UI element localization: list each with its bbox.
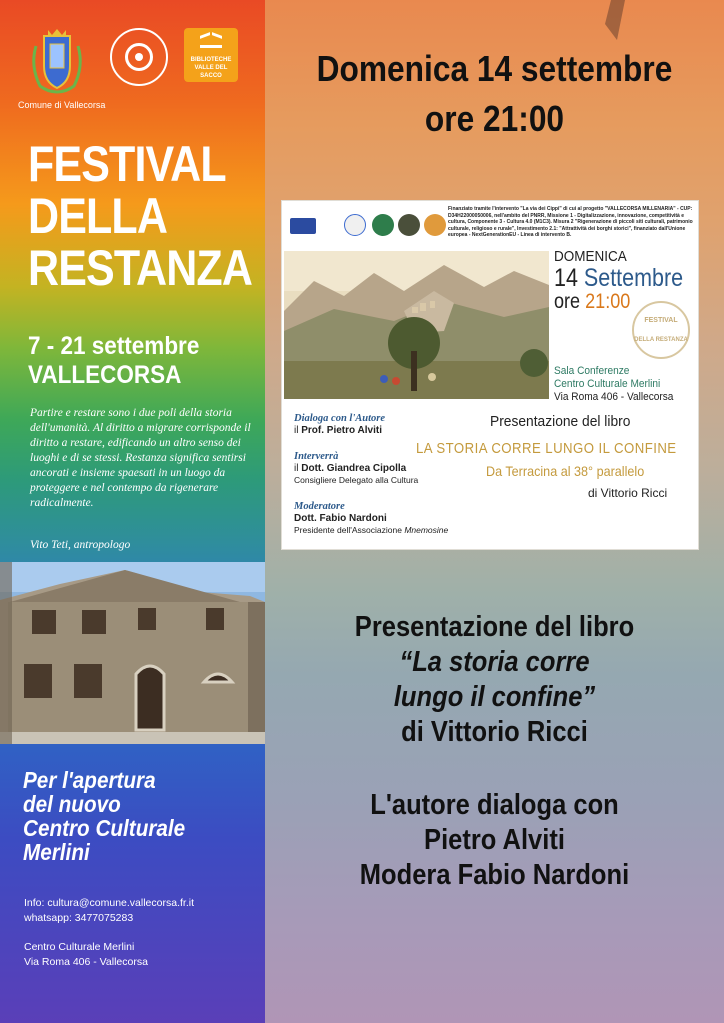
presentation-details <box>265 610 724 893</box>
card-book-subtitle: Da Terracina al 38° parallelo <box>486 463 645 479</box>
card-day-number: 14 <box>554 264 578 292</box>
event-date-heading: Domenica 14 settembre <box>316 48 673 89</box>
card-day-label: DOMENICA <box>554 248 627 265</box>
dialogue-person: Prof. Pietro Alviti <box>301 425 382 436</box>
card-month: Settembre <box>583 264 684 292</box>
speaks-prefix: il <box>294 463 299 474</box>
card-venue-line1: Sala Conferenze <box>554 365 630 377</box>
merlini-logo-icon <box>110 28 168 86</box>
card-time-value: 21:00 <box>585 290 631 313</box>
dialogue-block <box>294 413 385 437</box>
card-book-author: di Vittorio Ricci <box>588 486 668 500</box>
speaks-heading: Interverrà <box>294 451 339 462</box>
festival-title-line: DELLA <box>28 188 168 244</box>
moderator-role <box>294 525 448 536</box>
details-dialogue-line: L'autore dialoga con <box>370 789 619 821</box>
dark-logo-icon <box>398 214 420 236</box>
moderator-association: Mnemosine <box>404 525 449 535</box>
moderator-role-prefix: Presidente dell'Associazione <box>294 525 402 535</box>
quote-author: Vito Teti, antropologo <box>30 539 131 551</box>
info-whatsapp[interactable]: whatsapp: 3477075283 <box>24 912 134 924</box>
card-presentation-title: Presentazione del libro <box>490 413 631 430</box>
opening-line: Merlini <box>23 839 90 865</box>
funding-banner <box>288 206 694 246</box>
speaks-person: Dott. Giandrea Cipolla <box>301 463 407 474</box>
details-moderator-line: Modera Fabio Nardoni <box>359 859 630 891</box>
dialogue-name <box>294 424 385 437</box>
card-book-title: LA STORIA CORRE LUNGO IL CONFINE <box>416 440 677 457</box>
details-book-title-line: “La storia corre <box>399 646 590 678</box>
festival-title-line: RESTANZA <box>28 240 253 296</box>
opening-line: Centro Culturale <box>23 815 186 841</box>
card-venue-line2: Centro Culturale Merlini <box>554 378 661 390</box>
info-address: Via Roma 406 - Vallecorsa <box>24 956 148 968</box>
card-time-prefix: ore <box>554 290 581 313</box>
biblioteche-logo-icon <box>184 28 238 82</box>
orange-logo-icon <box>424 214 446 236</box>
landscape-painting <box>284 251 549 399</box>
seal-bottom-text: DELLA RESTANZA <box>634 337 688 343</box>
speaks-block <box>294 451 418 486</box>
details-author-line: di Vittorio Ricci <box>401 716 588 748</box>
card-event-info <box>554 248 700 403</box>
details-dialogue-name: Pietro Alviti <box>424 824 565 856</box>
funding-logos <box>288 208 446 242</box>
dialogue-heading: Dialoga con l'Autore <box>294 413 386 424</box>
moderator-block <box>294 501 448 536</box>
info-email[interactable]: Info: cultura@comune.vallecorsa.fr.it <box>24 897 194 909</box>
card-date <box>554 264 684 292</box>
comune-crest-icon <box>344 214 366 236</box>
quote-text: Partire e restare sono i due poli della storia dell'umanità. Al diritto a migrare corrisponde il diritto a restare, edificando un altro senso dei luoghi e di se stessi. Restanza significa sentirsi ancorati e insieme spaesati in un luogo da proteggere e nel contempo da rigenerare radicalmente. <box>30 407 251 509</box>
logo-strip <box>18 26 248 116</box>
moderator-heading: Moderatore <box>294 501 345 512</box>
seal-top-text: FESTIVAL <box>644 317 678 324</box>
eu-flag-icon <box>290 218 316 234</box>
left-column <box>0 0 265 1023</box>
biblio-logo-text: BIBLIOTECHE VALLE DEL SACCO <box>190 57 232 79</box>
green-logo-icon <box>372 214 394 236</box>
card-venue <box>554 365 660 391</box>
opening-line: Per l'apertura <box>23 767 156 793</box>
festival-dates: 7 - 21 settembre <box>28 332 200 360</box>
building-photo <box>0 562 265 744</box>
event-poster-card <box>281 200 699 550</box>
moderator-name <box>294 512 448 525</box>
details-book-title-line: lungo il confine” <box>393 681 596 713</box>
details-line: Presentazione del libro <box>354 611 635 643</box>
event-time-heading: ore 21:00 <box>424 98 565 139</box>
dialogue-prefix: il <box>294 425 299 436</box>
moderator-person: Dott. Fabio Nardoni <box>294 513 387 524</box>
speaks-name <box>294 462 418 475</box>
speaks-role: Consigliere Delegato alla Cultura <box>294 475 419 485</box>
contact-info <box>24 896 194 970</box>
festival-seal-icon <box>632 301 690 359</box>
festival-title <box>28 138 252 294</box>
opening-text <box>23 768 185 864</box>
info-venue: Centro Culturale Merlini <box>24 941 135 953</box>
card-address: Via Roma 406 - Vallecorsa <box>554 391 674 403</box>
opening-line: del nuovo <box>23 791 121 817</box>
comune-crest-icon <box>26 26 88 96</box>
funding-text: Finanziato tramite l'intervento "La via dei Cippi" di cui al progetto "VALLECORSA MILLENARIA" - CUP: D34H22000050006, nell'ambito del PNRR, Missione 1 - Digitalizzazione, innovazione, competitività e cultura, Componente 3 - Cultura 4.0 (M1C3). Misura 2 "Rigenerazione di piccoli siti culturali, patrimonio culturale, religioso e rurale", Investimento 2.1: "Attrattività dei borghi storici", finanziato dall'Unione europea - NextGenerationEU - Linea di intervento B. <box>448 206 693 238</box>
festival-place: VALLECORSA <box>28 361 182 389</box>
comune-label: Comune di Vallecorsa <box>18 100 106 110</box>
festival-title-line: FESTIVAL <box>28 136 226 192</box>
